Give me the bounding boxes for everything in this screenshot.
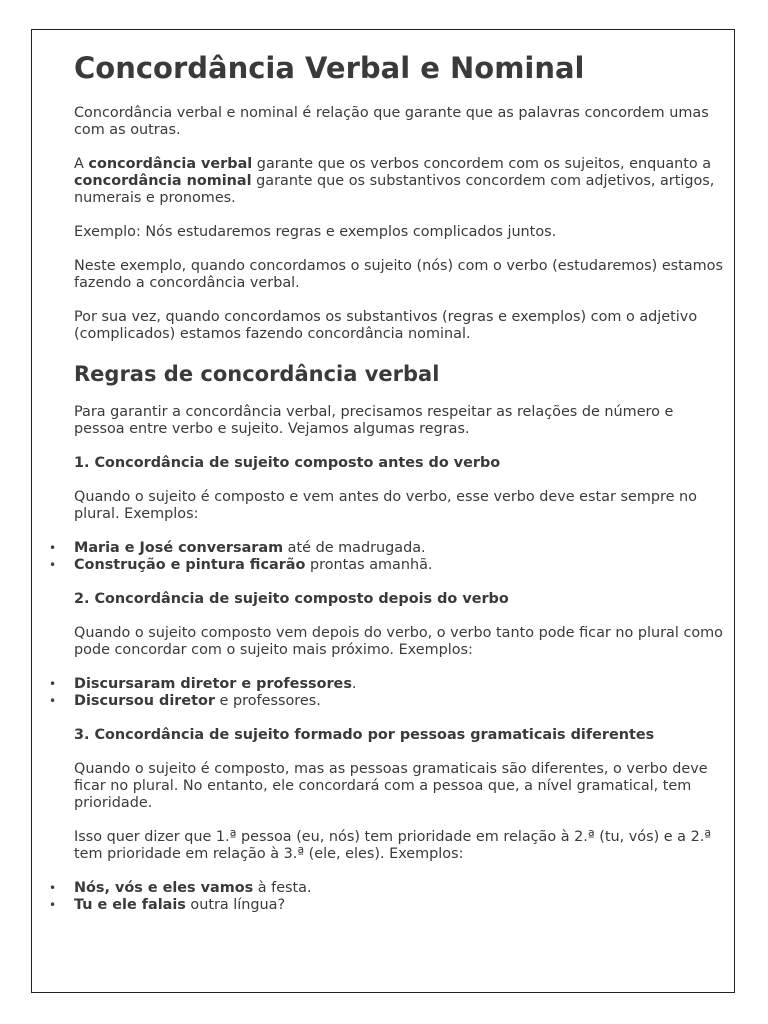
bullet-icon: • — [49, 677, 57, 691]
example-rest: . — [351, 676, 357, 692]
bullet-icon: • — [49, 898, 57, 912]
bullet-icon: • — [49, 541, 57, 555]
example-bold: Tu e ele falais — [74, 897, 186, 913]
list-item — [49, 897, 724, 914]
rule-2-text: Quando o sujeito composto vem depois do verbo, o verbo tanto pode ficar no plural como pode concordar com o sujeito mais próximo. Exemplos: — [74, 625, 723, 658]
list-item — [49, 557, 724, 574]
rule-2-title: 2. Concordância de sujeito composto depois do verbo — [74, 591, 509, 607]
list-item — [49, 693, 724, 710]
example-bold: Construção e pintura ficarão — [74, 557, 306, 573]
bold-term-nominal: concordância nominal — [74, 173, 252, 189]
rules-intro: Para garantir a concordância verbal, precisamos respeitar as relações de número e pessoa entre verbo e sujeito. Vejamos algumas regras. — [74, 404, 674, 437]
intro-paragraph-4: Neste exemplo, quando concordamos o sujeito (nós) com o verbo (estudaremos) estamos fazendo a concordância verbal. — [74, 258, 723, 291]
document-content — [49, 48, 724, 931]
bullet-icon: • — [49, 694, 57, 708]
bold-term-verbal: concordância verbal — [88, 156, 253, 172]
list-item — [49, 880, 724, 897]
bullet-icon: • — [49, 558, 57, 572]
rule-3-title: 3. Concordância de sujeito formado por pessoas gramaticais diferentes — [74, 727, 655, 743]
example-paragraph: Exemplo: Nós estudaremos regras e exemplos complicados juntos. — [74, 224, 557, 240]
rule-3-examples — [49, 880, 724, 914]
text-span: A — [74, 156, 89, 172]
rule-1-text: Quando o sujeito é composto e vem antes do verbo, esse verbo deve estar sempre no plural. Exemplos: — [74, 489, 697, 522]
example-bold: Nós, vós e eles vamos — [74, 880, 254, 896]
intro-paragraph-1: Concordância verbal e nominal é relação que garante que as palavras concordem umas com as outras. — [74, 105, 709, 138]
rule-3-text-2: Isso quer dizer que 1.ª pessoa (eu, nós) tem prioridade em relação à 2.ª (tu, vós) e a 2.ª tem prioridade em relação à 3.ª (ele, eles). Exemplos: — [74, 829, 712, 862]
example-rest: prontas amanhã. — [305, 557, 433, 573]
rule-1-title: 1. Concordância de sujeito composto antes do verbo — [74, 455, 501, 471]
example-bold: Maria e José conversaram — [74, 540, 284, 556]
section-heading-rules: Regras de concordância verbal — [74, 362, 440, 386]
page-title: Concordância Verbal e Nominal — [74, 51, 585, 85]
text-span: garante que os verbos concordem com os sujeitos, enquanto a — [252, 156, 712, 172]
rule-2-examples — [49, 676, 724, 710]
example-bold: Discursaram diretor e professores — [74, 676, 352, 692]
intro-paragraph-5: Por sua vez, quando concordamos os substantivos (regras e exemplos) com o adjetivo (complicados) estamos fazendo concordância nominal. — [74, 309, 698, 342]
list-item — [49, 676, 724, 693]
example-rest: à festa. — [253, 880, 312, 896]
intro-paragraph-2 — [74, 156, 724, 207]
text-span: garante que os substantivos concordem com adjetivos, artigos, numerais e pronomes. — [74, 173, 715, 206]
example-rest: até de madrugada. — [283, 540, 426, 556]
example-rest: e professores. — [214, 693, 321, 709]
rule-3-text: Quando o sujeito é composto, mas as pessoas gramaticais são diferentes, o verbo deve ficar no plural. No entanto, ele concordará com a pessoa que, a nível gramatical, tem prioridade. — [74, 761, 708, 811]
document-page — [31, 29, 735, 993]
example-bold: Discursou diretor — [74, 693, 215, 709]
rule-1-examples — [49, 540, 724, 574]
example-rest: outra língua? — [185, 897, 286, 913]
list-item — [49, 540, 724, 557]
bullet-icon: • — [49, 881, 57, 895]
